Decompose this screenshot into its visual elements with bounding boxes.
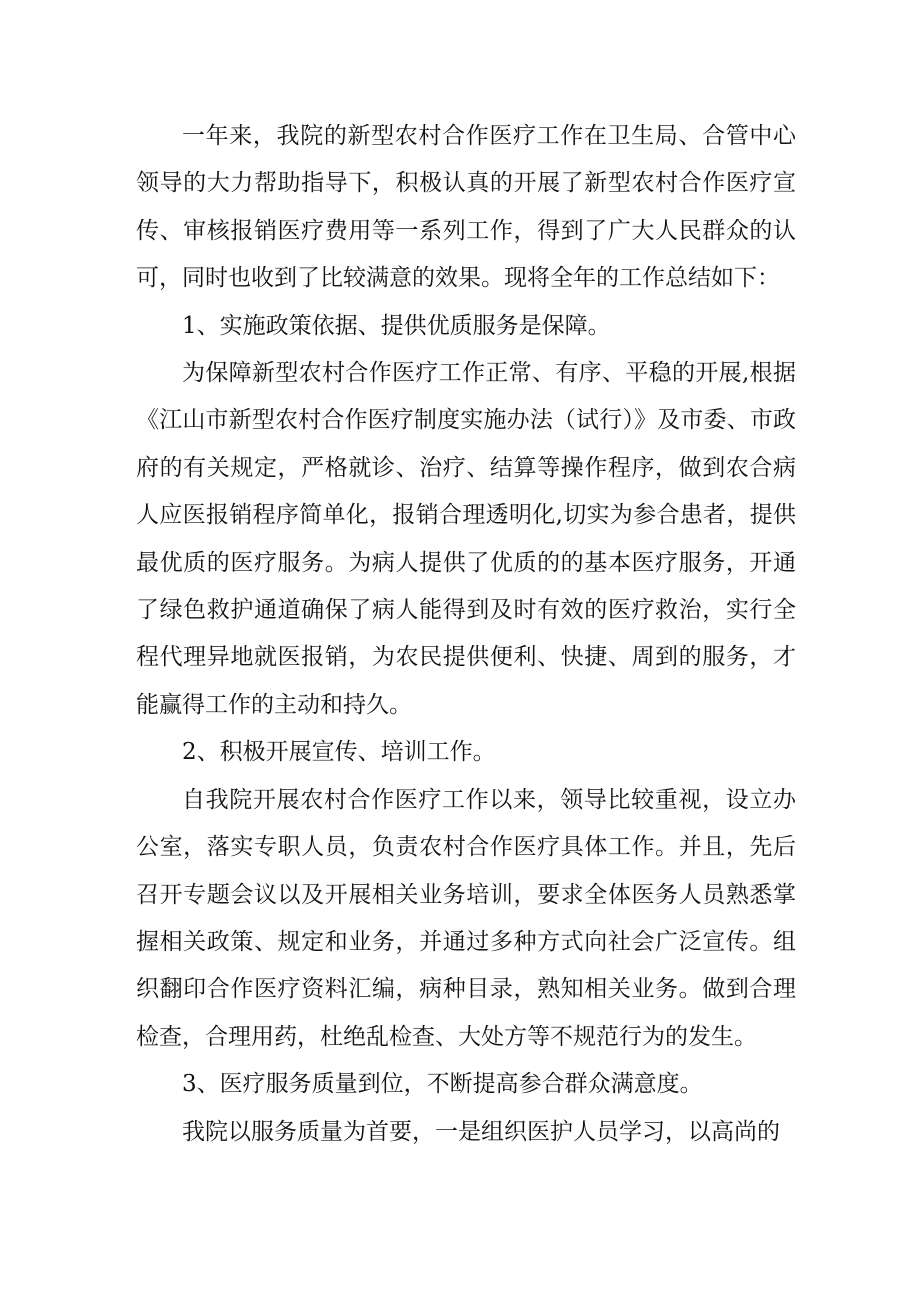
section-heading-3: 3、医疗服务质量到位，不断提高参合群众满意度。	[182, 1071, 703, 1098]
section-heading-1: 1、实施政策依据、提供优质服务是保障。	[182, 312, 611, 339]
paragraph-intro: 一年来，我院的新型农村合作医疗工作在卫生局、合管中心领导的大力帮助指导下，积极认真的开展了新型农村合作医疗宣传、审核报销医疗费用等一系列工作，得到了广大人民群众的认可，同时也收到了比较满意的效果。现将全年的工作总结如下：	[136, 123, 796, 292]
section-heading-2: 2、积极开展宣传、培训工作。	[182, 739, 496, 766]
document-body	[136, 113, 796, 1156]
paragraph-section-3: 我院以服务质量为首要，一是组织医护人员学习，以高尚的	[182, 1118, 780, 1145]
paragraph-section-1: 为保障新型农村合作医疗工作正常、有序、平稳的开展,根据《江山市新型农村合作医疗制度实施办法（试行）》及市委、市政府的有关规定，严格就诊、治疗、结算等操作程序，做到农合病人应医报销程序简单化，报销合理透明化,切实为参合患者，提供最优质的医疗服务。为病人提供了优质的的基本医疗服务，开通了绿色救护通道确保了病人能得到及时有效的医疗救治，实行全程代理异地就医报销，为农民提供便利、快捷、周到的服务，才能赢得工作的主动和持久。	[136, 360, 796, 718]
paragraph-section-2: 自我院开展农村合作医疗工作以来，领导比较重视，设立办公室，落实专职人员，负责农村合作医疗具体工作。并且，先后召开专题会议以及开展相关业务培训，要求全体医务人员熟悉掌握相关政策、规定和业务，并通过多种方式向社会广泛宣传。组织翻印合作医疗资料汇编，病种目录，熟知相关业务。做到合理检查，合理用药，杜绝乱检查、大处方等不规范行为的发生。	[136, 786, 796, 1050]
